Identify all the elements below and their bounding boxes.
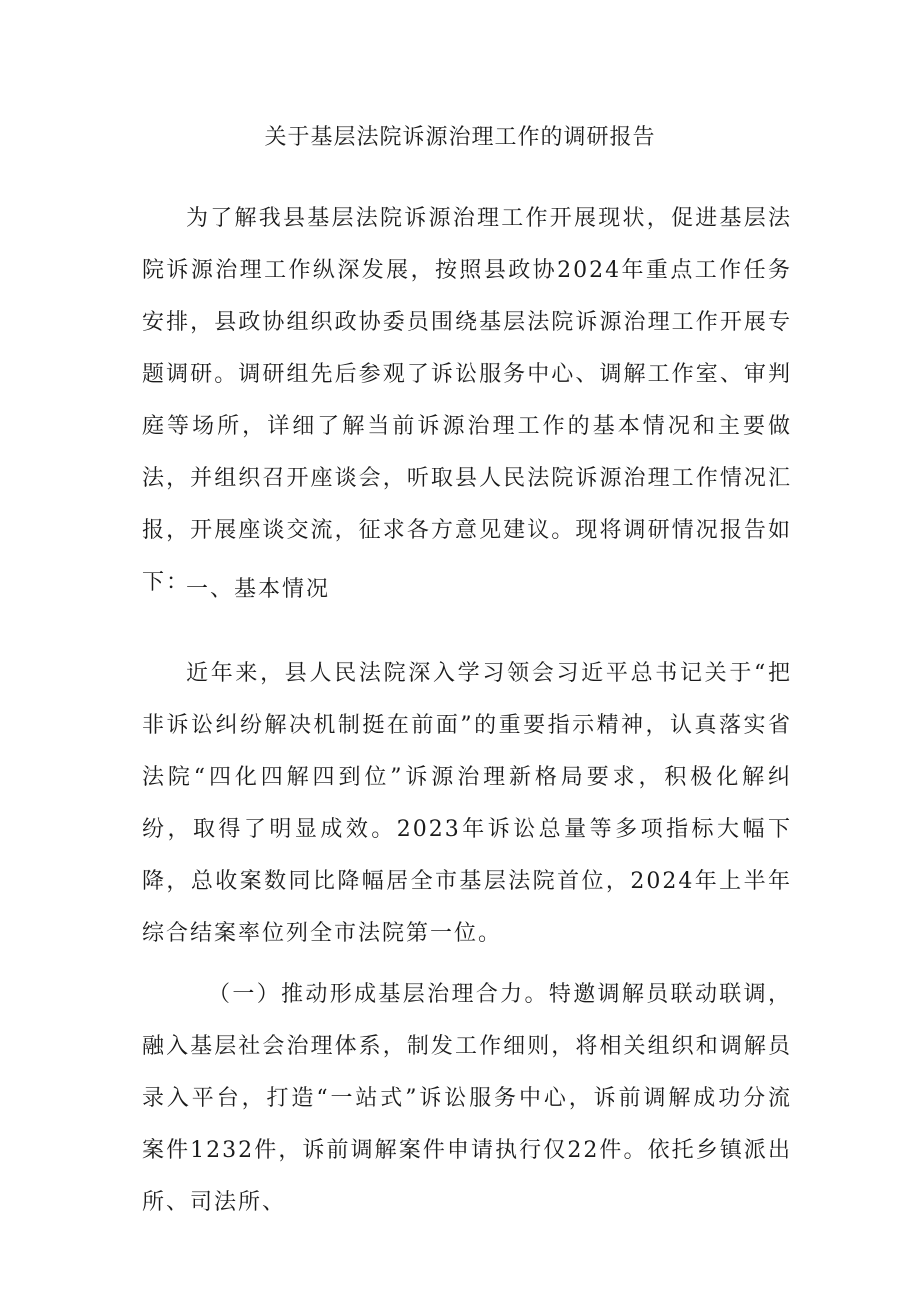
intro-paragraph: 为了解我县基层法院诉源治理工作开展现状，促进基层法院诉源治理工作纵深发展，按照县政协2024年重点工作任务安排，县政协组织政协委员围绕基层法院诉源治理工作开展专题调研。调研组先后参观了诉讼服务中心、调解工作室、审判庭等场所，详细了解当前诉源治理工作的基本情况和主要做法，并组织召开座谈会，听取县人民法院诉源治理工作情况汇报，开展座谈交流，征求各方意见建议。现将调研情况报告如下： xyxy=(142,206,792,595)
basic-situation-paragraph: 近年来，县人民法院深入学习领会习近平总书记关于“把非诉讼纠纷解决机制挺在前面”的重要指示精神，认真落实省法院“四化四解四到位”诉源治理新格局要求，积极化解纠纷，取得了明显成效。2023年诉讼总量等多项指标大幅下降，总收案数同比降幅居全市基层法院首位，2024年上半年综合结案率位列全市法院第一位。 xyxy=(142,661,792,946)
subsection-paragraph: （一）推动形成基层治理合力。特邀调解员联动联调，融入基层社会治理体系，制发工作细则，将相关组织和调解员录入平台，打造“一站式”诉讼服务中心，诉前调解成功分流案件1232件，诉前调解案件申请执行仅22件。依托乡镇派出所、司法所、 xyxy=(142,982,792,1215)
section-heading: 一、基本情况 xyxy=(186,577,331,602)
document-title: 关于基层法院诉源治理工作的调研报告 xyxy=(264,125,656,150)
